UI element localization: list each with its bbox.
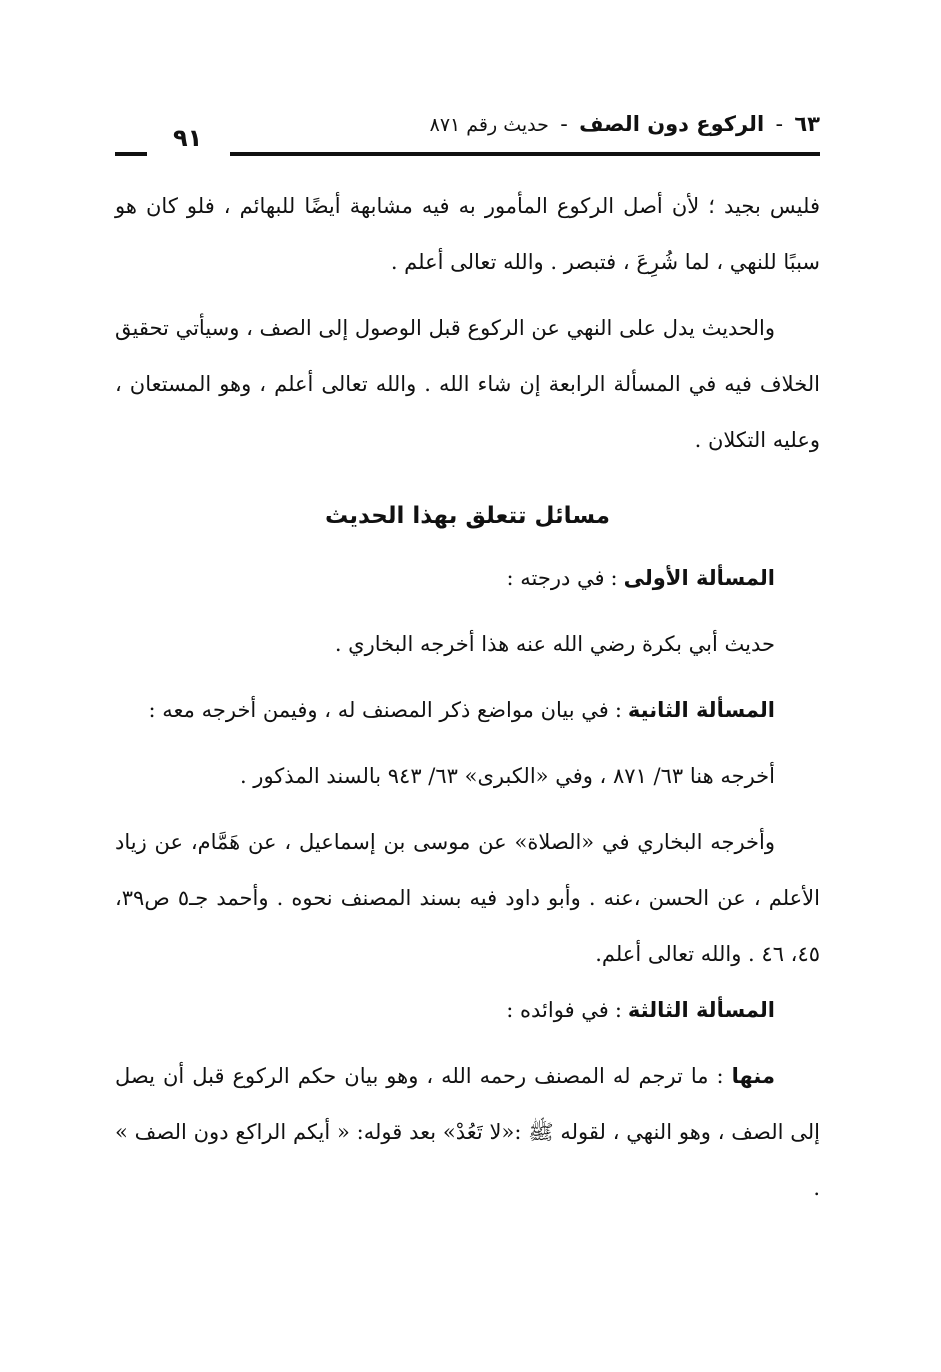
running-title	[430, 112, 820, 136]
issue-label: المسألة الثالثة	[627, 998, 775, 1022]
paragraph: وأخرجه البخاري في «الصلاة» عن موسى بن إسماعيل ، عن هَمَّام، عن زياد الأعلم ، عن الحسن ،عنه . وأبو داود فيه بسند المصنف نحوه . وأحمد جـ٥ ص٣٩، ٤٥، ٤٦ . والله تعالى أعلم.	[115, 830, 820, 966]
issue-colon: :	[614, 998, 622, 1022]
issue-text: في درجته :	[506, 566, 605, 590]
issue-text: في فوائده :	[506, 998, 609, 1022]
chapter-title: الركوع دون الصف	[579, 112, 765, 136]
benefit-lead: منها	[731, 1064, 775, 1088]
chapter-number: ٦٣	[794, 112, 820, 136]
header-rule	[230, 152, 820, 156]
issue-second	[115, 682, 820, 738]
benefit-text: : ما ترجم له المصنف رحمه الله ، وهو بيان حكم الركوع قبل أن يصل إلى الصف ، وهو النهي ، لقوله ﷺ :«لا تَعُدْ» بعد قوله: « أيكم الراكع دون الصف » .	[115, 1064, 820, 1200]
issue-colon: :	[614, 698, 622, 722]
issue-first	[115, 550, 820, 606]
page-number: ٩١	[173, 124, 203, 152]
title-separator: -	[775, 112, 784, 136]
page-number-dash	[115, 152, 147, 156]
paragraph	[115, 1048, 820, 1216]
hadith-label: حديث رقم ٨٧١	[429, 114, 549, 136]
issue-third	[115, 982, 820, 1038]
paragraph: أخرجه هنا ٦٣/ ٨٧١ ، وفي «الكبرى» ٦٣/ ٩٤٣ بالسند المذكور .	[239, 764, 775, 788]
paragraph: والحديث يدل على النهي عن الركوع قبل الوصول إلى الصف ، وسيأتي تحقيق الخلاف فيه في المسألة الرابعة إن شاء الله . والله تعالى أعلم ، وهو المستعان ، وعليه التكلان .	[115, 316, 820, 452]
paragraph: حديث أبي بكرة رضي الله عنه هذا أخرجه البخاري .	[334, 632, 775, 656]
paragraph: فليس بجيد ؛ لأن أصل الركوع المأمور به فيه مشابهة أيضًا للبهائم ، فلو كان هو سببًا للنهي ، لما شُرِعَ ، فتبصر . والله تعالى أعلم .	[115, 194, 820, 274]
issue-text: في بيان مواضع ذكر المصنف له ، وفيمن أخرجه معه :	[148, 698, 609, 722]
body-text	[115, 178, 820, 1216]
issue-label: المسألة الأولى	[623, 566, 775, 590]
section-heading: مسائل تتعلق بهذا الحديث	[325, 503, 610, 529]
issue-colon: :	[610, 566, 618, 590]
issue-label: المسألة الثانية	[627, 698, 775, 722]
title-separator: -	[560, 112, 568, 136]
running-header	[115, 112, 820, 162]
